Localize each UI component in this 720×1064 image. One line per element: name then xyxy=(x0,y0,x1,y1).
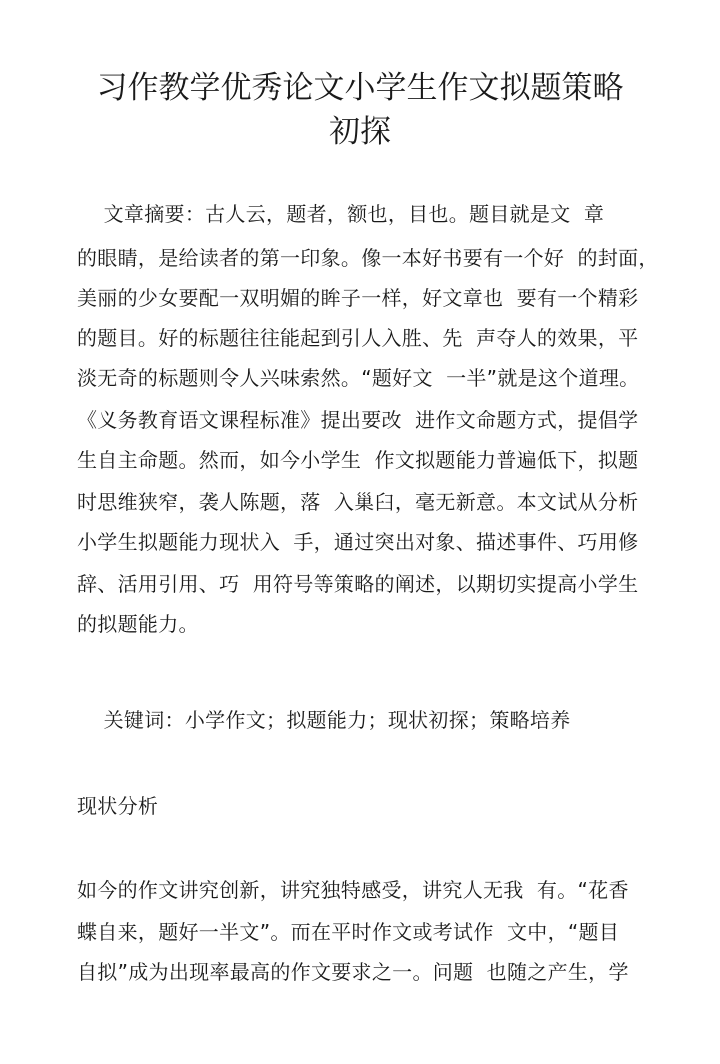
abstract-line: 淡无奇的标题则令人兴味索然。“题好文 一半”就是这个道理。 xyxy=(77,366,640,390)
abstract-line: 生自主命题。然而，如今小学生 作文拟题能力普遍低下，拟题 xyxy=(77,448,639,472)
abstract-line: 《义务教育语文课程标准》提出要改 进作文命题方式，提倡学 xyxy=(77,408,639,432)
abstract-line: 文章摘要：古人云，题者，额也，目也。题目就是文 章 xyxy=(77,202,605,226)
section-heading: 现状分析 xyxy=(77,794,159,818)
body-line: 自拟”成为出现率最高的作文要求之一。问题 也随之产生，学 xyxy=(77,960,629,984)
abstract-line: 的眼睛，是给读者的第一印象。像一本好书要有一个好 的封面， xyxy=(77,246,659,270)
abstract-line: 辞、活用引用、巧 用符号等策略的阐述，以期切实提高小学生 xyxy=(77,572,639,596)
body-line: 蝶自来，题好一半文”。而在平时作文或考试作 文中，“题目 xyxy=(77,920,620,944)
document-title-line-2: 初探 xyxy=(329,114,391,150)
document-title-line-1: 习作教学优秀论文小学生作文拟题策略 xyxy=(96,70,624,106)
keywords-line: 关键词：小学作文；拟题能力；现状初探；策略培养 xyxy=(77,708,571,732)
abstract-line: 时思维狭窄，袭人陈题，落 入巢臼，毫无新意。本文试从分析 xyxy=(77,490,639,514)
body-line: 如今的作文讲究创新，讲究独特感受，讲究人无我 有。“花香 xyxy=(77,878,629,902)
abstract-line: 小学生拟题能力现状入 手，通过突出对象、描述事件、巧用修 xyxy=(77,530,639,554)
abstract-line: 美丽的少女要配一双明媚的眸子一样，好文章也 要有一个精彩 xyxy=(77,286,639,310)
abstract-line: 的拟题能力。 xyxy=(77,612,199,636)
abstract-line: 的题目。好的标题往往能起到引人入胜、先 声夺人的效果，平 xyxy=(77,326,639,350)
